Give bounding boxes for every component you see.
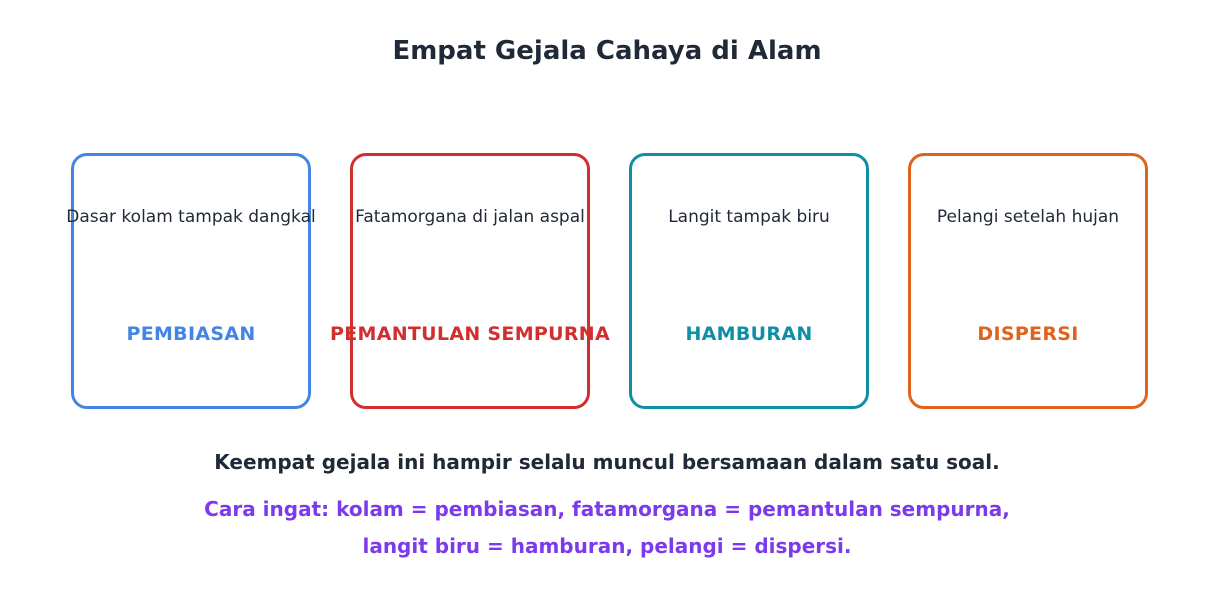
diagram-title: Empat Gejala Cahaya di Alam bbox=[392, 36, 822, 66]
card-label: PEMANTULAN SEMPURNA bbox=[330, 323, 610, 345]
card-description: Dasar kolam tampak dangkal bbox=[66, 207, 316, 227]
card-label: DISPERSI bbox=[977, 323, 1079, 345]
card-description: Pelangi setelah hujan bbox=[936, 207, 1120, 227]
card-description: Fatamorgana di jalan aspal bbox=[355, 207, 585, 227]
mnemonic-line-1: Cara ingat: kolam = pembiasan, fatamorgana = pemantulan sempurna, bbox=[204, 497, 1010, 521]
card-description: Langit tampak biru bbox=[668, 207, 830, 227]
card-dispersi bbox=[908, 153, 1148, 409]
card-pembiasan bbox=[71, 153, 311, 409]
card-label: PEMBIASAN bbox=[126, 323, 256, 345]
card-hamburan bbox=[629, 153, 869, 409]
card-pemantulan-sempurna bbox=[350, 153, 590, 409]
mnemonic-line-2: langit biru = hamburan, pelangi = dispersi. bbox=[362, 534, 852, 558]
card-label: HAMBURAN bbox=[685, 323, 813, 345]
summary-text: Keempat gejala ini hampir selalu muncul bersamaan dalam satu soal. bbox=[214, 450, 1000, 474]
